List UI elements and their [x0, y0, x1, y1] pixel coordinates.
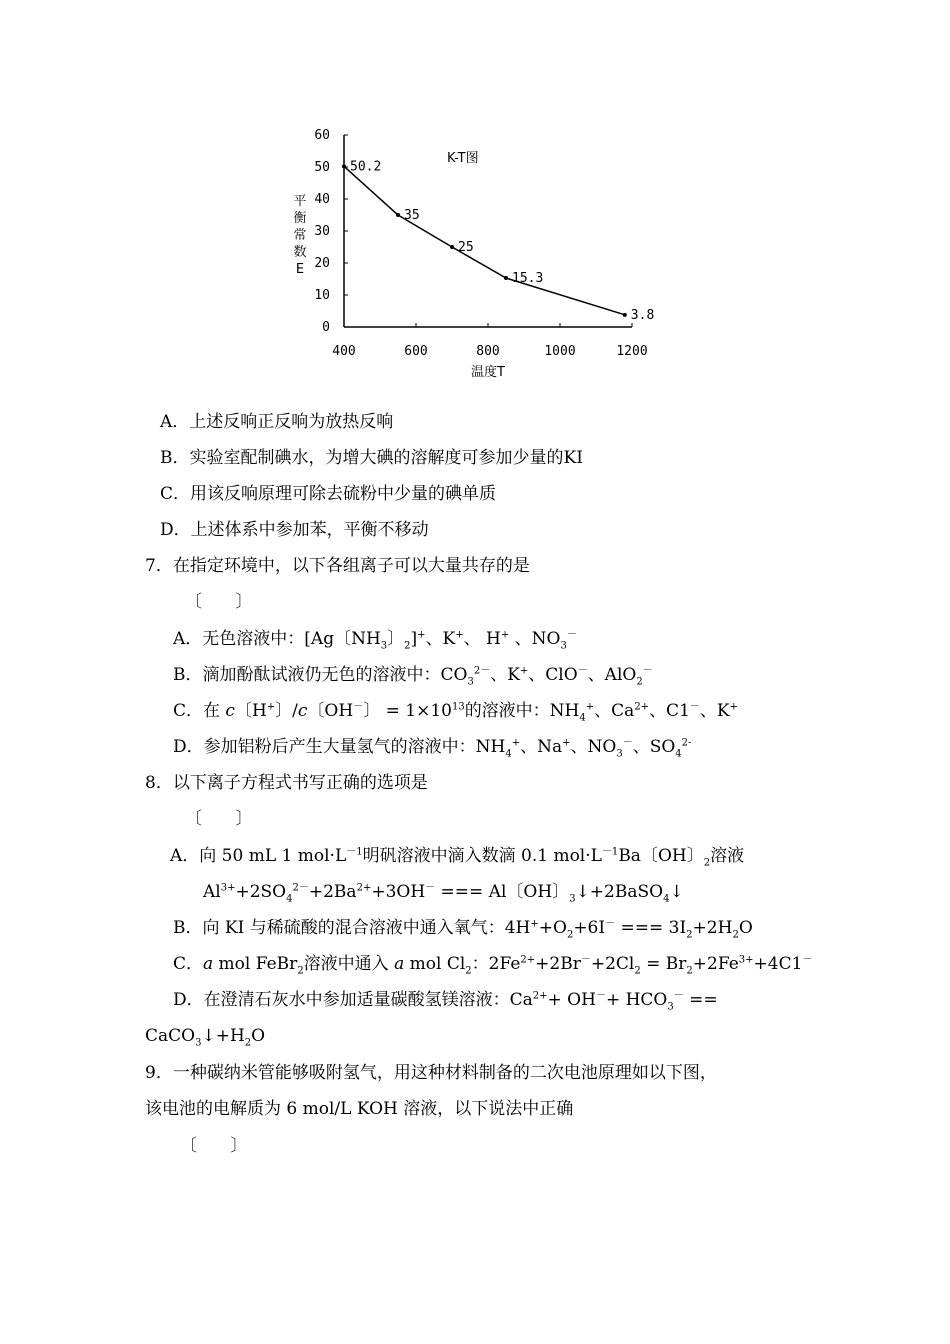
- q8-option-a-equation: $Al^{3+}+2SO_4^{2-}+2Ba^{2+}+3OH^-$ === Al〔OH〕$_3$↓+2BaSO$_4$↓: [203, 882, 684, 905]
- x-tick-label: 1000: [544, 344, 576, 359]
- data-point: [450, 245, 454, 249]
- data-point: [396, 213, 400, 217]
- x-tick-label: 400: [332, 344, 356, 359]
- y-tick-label: 50: [314, 160, 330, 175]
- q8-answer-bracket: 〔 〕: [185, 809, 267, 829]
- q6-option-c: C．用该反响原理可除去硫粉中少量的碘单质: [160, 484, 497, 504]
- y-axis-label-char: 数: [293, 245, 307, 260]
- series-line: [344, 166, 625, 314]
- data-label: 50.2: [350, 159, 382, 175]
- q8-option-d-continued: $CaCO_3↓+H_2O$: [145, 1026, 266, 1049]
- q7-option-b: B．滴加酚酞试液仍无色的溶液中：$CO_3^{2-}$、K+、ClO－、AlO$_2$－: [173, 665, 653, 688]
- y-tick-label: 20: [314, 256, 330, 271]
- data-label: 15.3: [512, 271, 544, 287]
- kt-chart: [285, 120, 675, 385]
- q9-stem-line1: 9．一种碳纳米管能够吸附氢气，用这种材料制备的二次电池原理如以下图，: [145, 1063, 717, 1083]
- q8-option-d: D．在澄清石灰水中参加适量碳酸氢镁溶液：$Ca^{2+}+ OH^-+ HCO_3^-$ ==: [173, 990, 718, 1013]
- q7-option-a: A．无色溶液中：[Ag〔$NH_3$〕$_2$]+、K+、 H+ 、$NO_3^-$: [173, 629, 577, 652]
- q6-option-a: A．上述反响正反响为放热反响: [160, 412, 394, 432]
- q7-option-d: D．参加铝粉后产生大量氢气的溶液中：$NH_4^+$、Na+、$NO_3^-$、$SO_4^{2-}$: [173, 737, 692, 760]
- x-tick-label: 1200: [616, 344, 648, 359]
- x-axis-label: 温度T: [471, 365, 505, 380]
- q8-stem: 8．以下离子方程式书写正确的选项是: [145, 773, 428, 793]
- q6-option-d: D．上述体系中参加苯，平衡不移动: [160, 520, 429, 540]
- chart-title: K-T图: [447, 151, 479, 166]
- q6-option-b: B．实验室配制碘水，为增大碘的溶解度可参加少量的KI: [160, 448, 583, 468]
- data-point: [623, 313, 627, 317]
- y-tick-label: 0: [322, 320, 330, 335]
- y-axis-label-char: 衡: [293, 211, 307, 226]
- data-label: 3.8: [630, 307, 655, 323]
- q9-answer-bracket: 〔 〕: [180, 1136, 262, 1156]
- y-tick-label: 10: [314, 288, 330, 303]
- q8-option-a: A．向 50 mL 1 $mol\cdot L^{-1}$明矾溶液中滴入数滴 0.1 $mol\cdot L^{-1}Ba$〔OH〕$_2$溶液: [170, 846, 745, 869]
- q7-stem: 7．在指定环境中，以下各组离子可以大量共存的是: [145, 556, 530, 576]
- q7-answer-bracket: 〔 〕: [185, 592, 267, 612]
- x-tick-label: 800: [476, 344, 500, 359]
- data-label: 35: [404, 208, 420, 223]
- q8-option-b: B．向 KI 与稀硫酸的混合溶液中通入氧气：$4H^++O_2+6I^-$ === $3I_2+2H_2O$: [173, 918, 753, 941]
- q8-option-c: C．a mol FeBr$_2$溶液中通入 a mol $Cl_2$：$2Fe^{2+}+2Br^-+2Cl_2 = Br_2+2Fe^{3+}+4C1^-$: [173, 954, 813, 977]
- q9-stem-line2: 该电池的电解质为 6 mol/L KOH 溶液，以下说法中正确: [145, 1099, 574, 1119]
- y-tick-label: 40: [314, 192, 330, 207]
- y-axis-label-char: 常: [293, 228, 307, 243]
- q7-option-c: C．在 c〔H+〕/c〔OH－〕 = $1\times 10^{13}$的溶液中：$NH_4^+$、$Ca^{2+}$、C1－、K+: [173, 701, 738, 724]
- y-tick-label: 60: [314, 128, 330, 143]
- data-point: [504, 276, 508, 280]
- data-label: 25: [458, 240, 474, 255]
- y-tick-label: 30: [314, 224, 330, 239]
- y-axis-label-char: E: [295, 262, 305, 277]
- data-point: [342, 164, 346, 168]
- y-axis-label-char: 平: [293, 194, 307, 209]
- x-tick-label: 600: [404, 344, 428, 359]
